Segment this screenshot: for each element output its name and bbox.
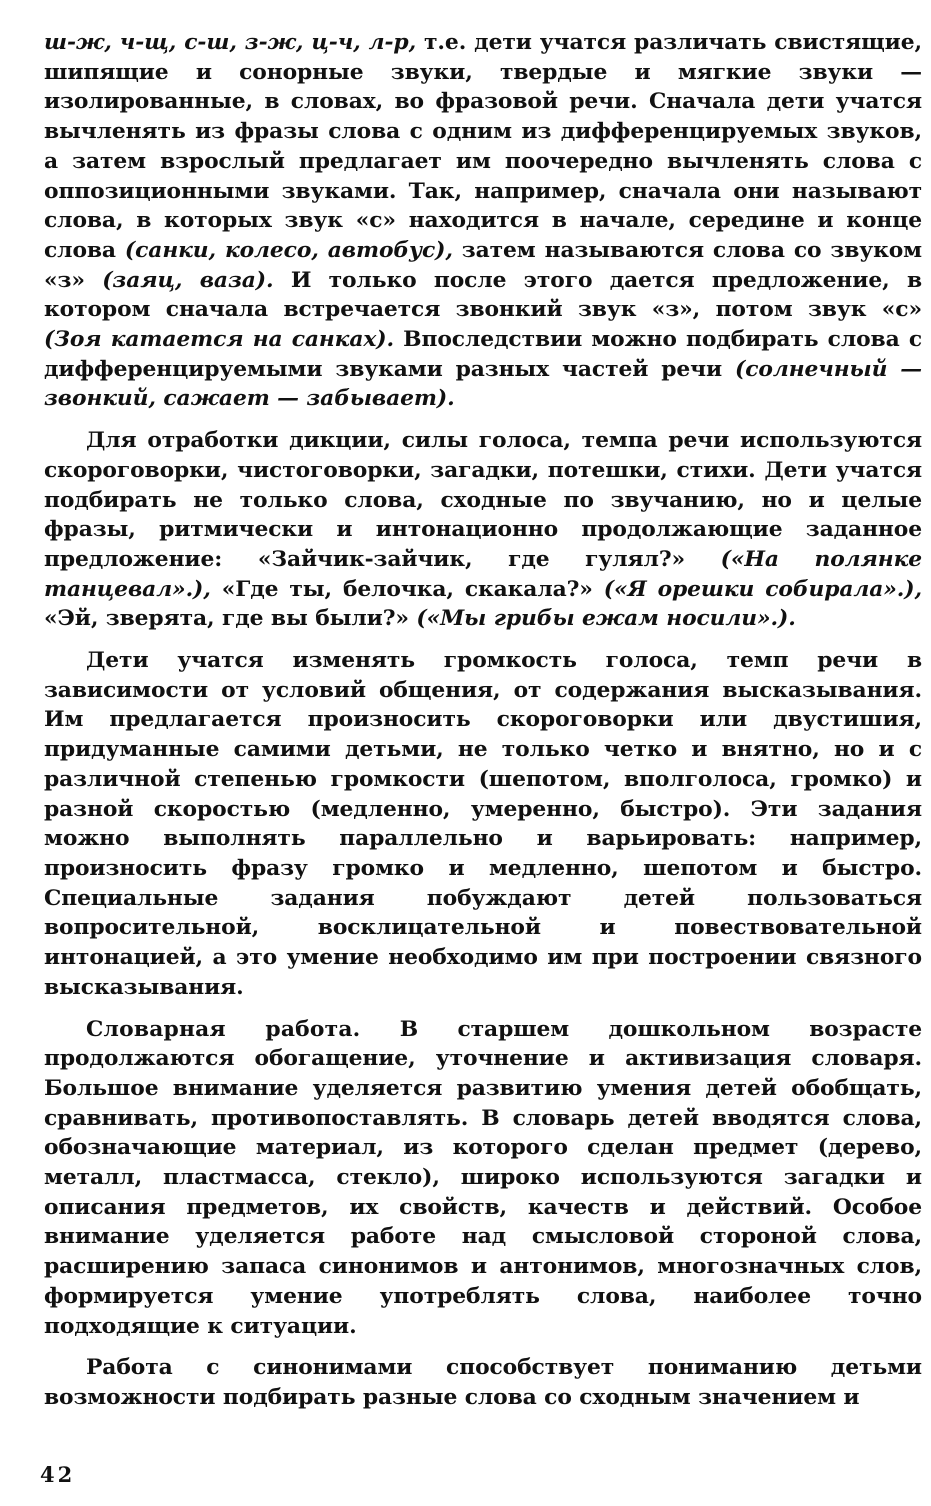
text-regular: И только после этого дается предложение, в котором сначала встречается звонкий звук «з», потом звук «с» xyxy=(44,267,922,323)
text-italic: («Мы грибы ежам носили».). xyxy=(416,606,796,632)
text-italic: ш-ж, ч-щ, с-ш, з-ж, ц-ч, л-р, xyxy=(44,30,417,55)
text-italic: (солнечный — звонкий, сажает — забывает). xyxy=(44,356,923,412)
page-number: 42 xyxy=(40,1462,76,1487)
text-italic: (Зоя катается на санках). xyxy=(44,327,394,353)
text-regular: Работа с синонимами способствует пониманию детьми возможности подбирать разные слова со сходным значением и xyxy=(44,1355,922,1410)
text-regular: Впоследствии можно подбирать слова с дифференцируемыми звуками разных частей речи xyxy=(44,327,922,382)
section-heading-vocabulary: Словарная работа. xyxy=(86,1016,361,1042)
text-italic: (заяц, ваза). xyxy=(102,267,274,293)
paragraph-5 xyxy=(44,1353,922,1412)
page-body xyxy=(44,28,922,1425)
paragraph-4 xyxy=(44,1015,922,1342)
paragraph-1 xyxy=(44,28,922,414)
text-regular: т.е. дети учатся различать свистящие, шипящие и сонорные звуки, твердые и мягкие звуки — изолированные, в словах, во фразовой речи. Сначала дети учатся вычленять из фразы слова с одним из дифференцируемых звуков, а затем взрослый предлагает им поочередно вычленять слова с оппозиционными звуками. Так, например, сначала они называют слова, в которых звук «с» находится в начале, середине и конце слова xyxy=(44,30,922,263)
text-regular: Для отработки дикции, силы голоса, темпа речи используются скороговорки, чистоговорки, загадки, потешки, стихи. Дети учатся подбирать не только слова, сходные по звучанию, но и целые фразы, ритмически и интонационно продолжающие заданное предложение: «Зайчик-зайчик, где гулял?» xyxy=(44,428,922,572)
text-italic: («Я орешки собирала».), xyxy=(603,576,922,602)
paragraph-2 xyxy=(44,426,922,634)
text-regular: затем называются слова со звуком «з» xyxy=(44,237,923,293)
text-regular: Дети учатся изменять громкость голоса, темп речи в зависимости от условий общения, от содержания высказывания. Им предлагается произносить скороговорки или двустишия, придуманные самими детьми, не только четко и внятно, но и с различной степенью громкости (шепотом, вполголоса, громко) и разной скоростью (медленно, умеренно, быстро). Эти задания можно выполнять параллельно и варьировать: например, произносить фразу громко и медленно, шепотом и быстро. Специальные задания побуждают детей пользоваться вопросительной, восклицательной и повествовательной интонацией, а это умение необходимо им при построении связного высказывания. xyxy=(44,648,922,1000)
text-italic: («На полянке танцевал».), xyxy=(44,546,922,602)
text-regular: В старшем дошкольном возрасте продолжаются обогащение, уточнение и активизация словаря. Большое внимание уделяется развитию умения детей обобщать, сравнивать, противопоставлять. В словарь детей вводятся слова, обозначающие материал, из которого сделан предмет (дерево, металл, пластмасса, стекло), широко используются загадки и описания предметов, их свойств, качеств и действий. Особое внимание уделяется работе над смысловой стороной слова, расширению запаса синонимов и антонимов, многозначных слов, формируется умение употреблять слова, наиболее точно подходящие к ситуации. xyxy=(44,1016,922,1339)
text-regular: «Где ты, белочка, скакала?» xyxy=(210,576,604,602)
text-regular: «Эй, зверята, где вы были?» xyxy=(44,606,417,632)
text-italic: (санки, колесо, автобус), xyxy=(124,237,453,263)
paragraph-3 xyxy=(44,646,922,1002)
